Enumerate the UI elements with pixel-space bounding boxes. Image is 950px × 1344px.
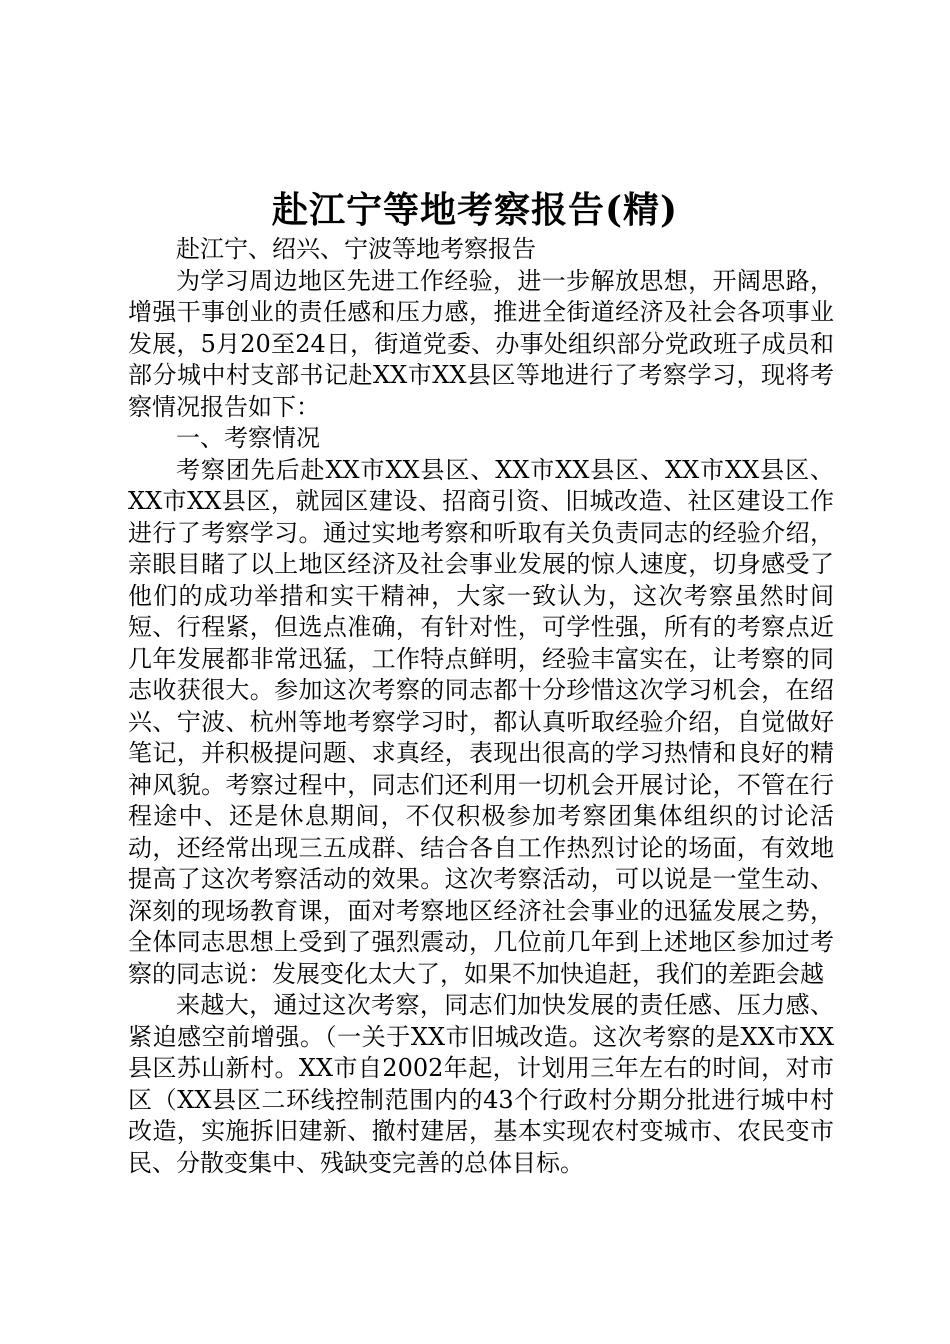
paragraph-overview: 考察团先后赴XX市XX县区、XX市XX县区、XX市XX县区、XX市XX县区，就园区建设、招商引资、旧城改造、社区建设工作进行了考察学习。通过实地考察和听取有关负责同志的经验介绍，亲眼目睹了以上地区经济及社会事业发展的惊人速度，切身感受了他们的成功举措和实干精神，大家一致认为，这次考察虽然时间短、行程紧，但选点准确，有针对性，可学性强，所有的考察点近几年发展都非常迅猛，工作特点鲜明，经验丰富实在，让考察的同志收获很大。参加这次考察的同志都十分珍惜这次学习机会，在绍兴、宁波、杭州等地考察学习时，都认真听取经验介绍，自觉做好笔记，并积极提问题、求真经，表现出很高的学习热情和良好的精神风貌。考察过程中，同志们还利用一切机会开展讨论，不管在行程途中、还是休息期间，不仅积极参加考察团集体组织的讨论活动，还经常出现三五成群、结合各自工作热烈讨论的场面，有效地提高了这次考察活动的效果。这次考察活动，可以说是一堂生动、深刻的现场教育课，面对考察地区经济社会事业的迅猛发展之势，全体同志思想上受到了强烈震动，几位前几年到上述地区参加过考察的同志说：发展变化太大了，如果不加快追赶，我们的差距会越 [128, 455, 834, 988]
paragraph-continuation: 来越大，通过这次考察，同志们加快发展的责任感、压力感、紧迫感空前增强。（一关于XX市旧城改造。这次考察的是XX市XX县区苏山新村。XX市自2002年起，计划用三年左右的时间，对市区（XX县区二环线控制范围内的43个行政村分期分批进行城中村改造，实施拆旧建新、撤村建居，基本实现农村变城市、农民变市民、分散变集中、残缺变完善的总体目标。 [128, 991, 834, 1177]
section-heading: 一、考察情况 [176, 424, 320, 452]
paragraph-subtitle: 赴江宁、绍兴、宁波等地考察报告 [176, 235, 536, 263]
document-title: 赴江宁等地考察报告(精) [271, 189, 679, 231]
document-body [128, 234, 834, 1179]
paragraph-intro: 为学习周边地区先进工作经验，进一步解放思想，开阔思路，增强干事创业的责任感和压力感，推进全街道经济及社会各项事业发展，5月20至24日，街道党委、办事处组织部分党政班子成员和部分城中村支部书记赴XX市XX县区等地进行了考察学习，现将考察情况报告如下： [128, 266, 834, 421]
